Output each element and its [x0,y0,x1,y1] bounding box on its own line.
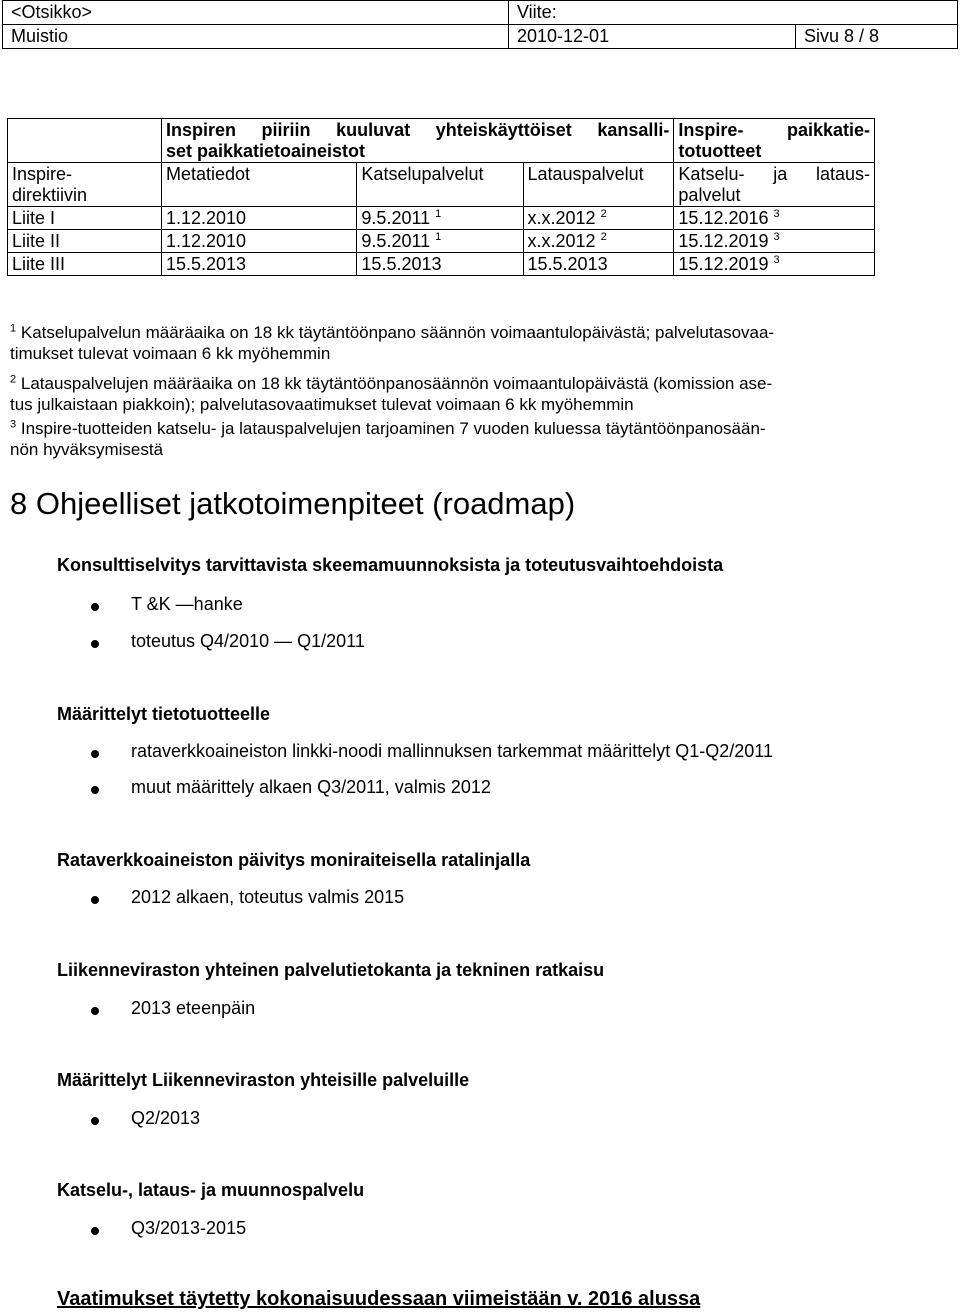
download-date: x.x.2012 $^2$ [523,230,674,253]
bullet-icon [91,1007,99,1015]
directive-header: Inspire- direktiivin [8,163,162,207]
section-heading: 8 Ohjeelliset jatkotoimenpiteet (roadmap) [10,486,576,521]
products-date: 15.12.2019 $^3$ [674,253,875,276]
footnote-3: $^3$ Inspire-tuotteiden katselu- ja latauspalvelujen tarjoaminen 7 vuoden kuluessa täytäntöönpanosään- nön hyväksymisestä [10,418,766,459]
metadata-date: 15.5.2013 [161,253,356,276]
page-number: Sivu 8 / 8 [796,25,958,49]
view-column-header: Katselupalvelut [357,163,523,207]
table-row [8,230,875,253]
row-label: Liite III [8,253,162,276]
row-label: Liite I [8,207,162,230]
national-datasets-header: Inspiren piiriin kuuluvat yhteiskäyttöiset kansalli- set paikkatietoaineistot [161,119,673,163]
products-date: 15.12.2016 $^3$ [674,207,875,230]
row-label: Liite II [8,230,162,253]
document-type: Muistio [3,25,509,49]
table-corner-cell [8,119,162,163]
download-column-header: Latauspalvelut [523,163,674,207]
section-title: Konsulttiselvitys tarvittavista skeemamuunnoksista ja toteutusvaihtoehdoista [57,555,724,575]
footnote-2: $^2$ Latauspalvelujen määräaika on 18 kk täytäntöönpanosäännön voimaantulopäivästä (komission ase- tus julkaistaan piakkoin); palvelutasovaatimukset tulevat voimaan 6 kk myöhemmin [10,373,773,414]
metadata-date: 1.12.2010 [161,207,356,230]
download-date: 15.5.2013 [523,253,674,276]
metadata-column-header: Metatiedot [161,163,356,207]
download-date: x.x.2012 $^2$ [523,207,674,230]
footnote-1: $^1$ Katselupalvelun määräaika on 18 kk täytäntöönpano säännön voimaantulopäivästä; palvelutasovaa- timukset tulevat voimaan 6 kk myöhemmin [10,322,775,363]
view-date: 15.5.2013 [357,253,523,276]
table-row [8,207,875,230]
view-date: 9.5.2011 $^1$ [357,230,523,253]
bullet-icon [91,896,99,904]
reference-label: Viite: [509,1,958,25]
products-header: Inspire- paikkatie- totuotteet [674,119,875,163]
bullet-icon [91,603,99,611]
bullet-icon [91,1227,99,1235]
section-title: Rataverkkoaineiston päivitys moniraiteisella ratalinjalla [57,850,531,870]
products-column-header: Katselu- ja lataus- palvelut [674,163,875,207]
table-row [8,253,875,276]
document-date: 2010-12-01 [509,25,796,49]
section-title: Katselu-, lataus- ja muunnospalvelu [57,1180,365,1200]
bullet-icon [91,750,99,758]
bullet-icon [91,786,99,794]
bullet-icon [91,640,99,648]
section-title: Liikenneviraston yhteinen palvelutietokanta ja tekninen ratkaisu [57,960,605,980]
metadata-date: 1.12.2010 [161,230,356,253]
final-note: Vaatimukset täytetty kokonaisuudessaan viimeistään v. 2016 alussa [57,1288,701,1310]
view-date: 9.5.2011 $^1$ [357,207,523,230]
section-title: Määrittelyt tietotuotteelle [57,704,271,724]
section-title: Määrittelyt Liikenneviraston yhteisille palveluille [57,1070,470,1090]
products-date: 15.12.2019 $^3$ [674,230,875,253]
title-placeholder: <Otsikko> [3,1,509,25]
bullet-icon [91,1117,99,1125]
document-header [2,0,958,49]
schedule-table [7,118,875,276]
